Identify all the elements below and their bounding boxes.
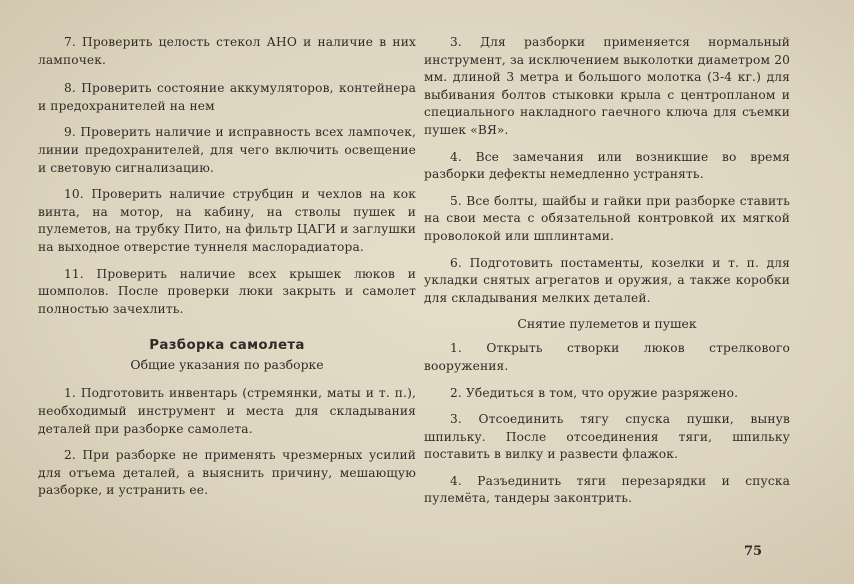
paragraph-item-7: 7. Проверить целость стекол АНО и наличие в них лампочек. <box>38 35 416 67</box>
paragraph-general-2: 2. При разборке не применять чрезмерных усилий для отъема деталей, а выяснить причину, мешающую разборке, и устранить ее. <box>38 448 416 498</box>
right-column <box>424 34 790 517</box>
paragraph-removal-3: 3. Отсоединить тягу спуска пушки, вынув шпильку. После отсоединения тяги, шпильку поставить в вилку и развести флажок. <box>424 412 790 462</box>
left-column <box>38 34 416 509</box>
paragraph-item-9: 9. Проверить наличие и исправность всех лампочек, линии предохранителей, для чего включить освещение и световую сигнализацию. <box>38 125 416 175</box>
paragraph-item-8: 8. Проверить состояние аккумуляторов, контейнера и предохранителей на нем <box>38 81 416 113</box>
section-subtitle: Общие указания по разборке <box>130 357 324 373</box>
subheading-weapons-removal: Снятие пулеметов и пушек <box>517 316 697 332</box>
section-title: Разборка самолета <box>149 338 305 354</box>
paragraph-removal-2: 2. Убедиться в том, что оружие разряжено. <box>450 385 739 400</box>
paragraph-general-5: 5. Все болты, шайбы и гайки при разборке ставить на свои места с обязательной контровкой их мягкой проволокой или шплинтами. <box>424 193 790 243</box>
paragraph-removal-4: 4. Разъединить тяги перезарядки и спуска пулемёта, тандеры законтрить. <box>424 473 790 506</box>
paragraph-removal-1: 1. Открыть створки люков стрелкового вооружения. <box>424 341 790 373</box>
paragraph-item-11: 11. Проверить наличие всех крышек люков и шомполов. После проверки люки закрыть и самолет полностью зачехлить. <box>38 266 416 316</box>
page-number: 75 <box>744 544 763 559</box>
paragraph-general-1: 1. Подготовить инвентарь (стремянки, маты и т. п.), необходимый инструмент и места для складывания деталей при разборке самолета. <box>38 386 416 436</box>
paragraph-general-3: 3. Для разборки применяется нормальный инструмент, за исключением выколотки диаметром 20 мм. длиной 3 метра и большого молотка (3-4 кг.) для выбивания болтов стыковки крыла с центропланом и специального накладного гаечного ключа для съемки пушек «ВЯ». <box>424 35 790 137</box>
paragraph-general-6: 6. Подготовить постаменты, козелки и т. п. для укладки снятых агрегатов и оружия, а также коробки для складывания мелких деталей. <box>424 255 790 305</box>
paragraph-general-4: 4. Все замечания или возникшие во время разборки дефекты немедленно устранять. <box>424 149 790 182</box>
paragraph-item-10: 10. Проверить наличие струбцин и чехлов на кок винта, на мотор, на кабину, на стволы пушек и пулеметов, на трубку Пито, на фильтр ЦАГИ и заглушки на выходное отверстие туннеля маслорадиатора. <box>38 187 416 254</box>
